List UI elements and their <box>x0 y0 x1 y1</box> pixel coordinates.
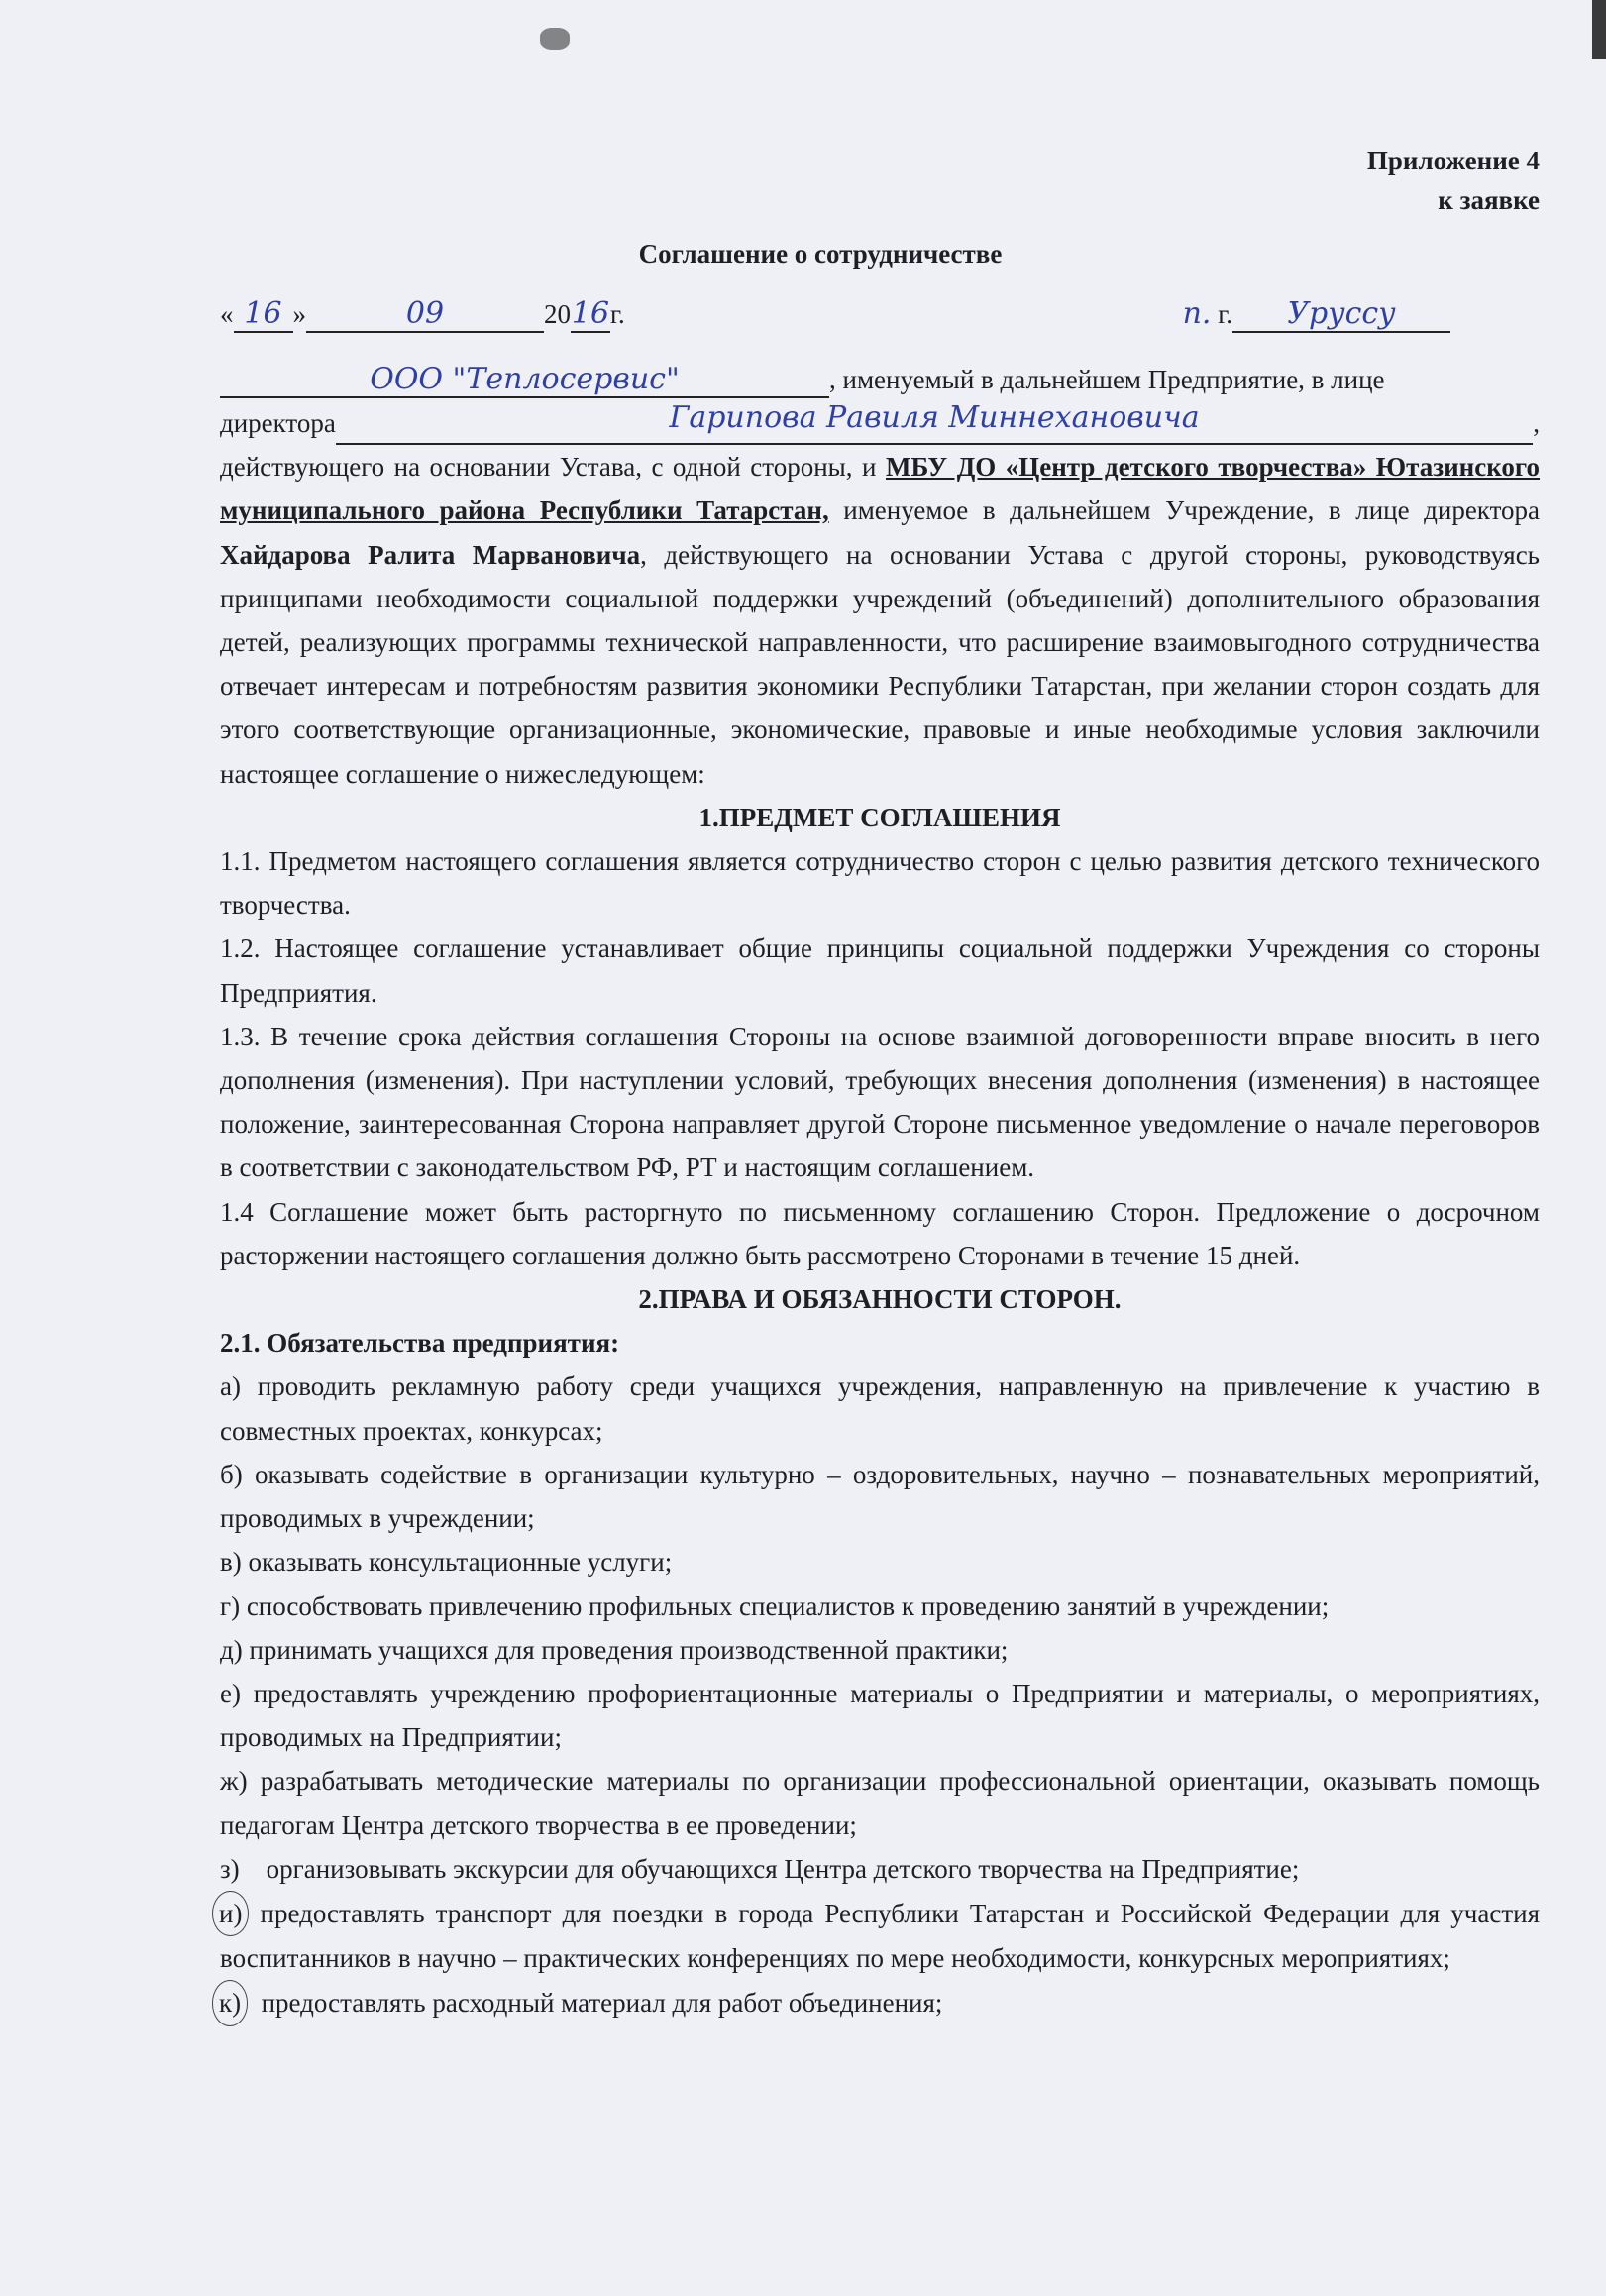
appendix-label: Приложение 4 <box>1366 146 1540 175</box>
document-page <box>220 139 1540 2026</box>
section1-heading: 1.ПРЕДМЕТ СОГЛАШЕНИЯ <box>698 802 1061 832</box>
obligation-item-circled: к) предоставлять расходный материал для работ объединения; <box>220 1980 1540 2025</box>
obligation-item: д) принимать учащихся для проведения производственной практики; <box>220 1634 1009 1665</box>
obligation-item: е) предоставлять учреждению профориентационные материалы о Предприятии и материалы, о мероприятиях, проводимых на Предприятии; <box>220 1678 1540 1753</box>
circled-letter: и) <box>212 1891 249 1936</box>
section2-heading: 2.ПРАВА И ОБЯЗАННОСТИ СТОРОН. <box>638 1284 1122 1315</box>
document-title: Соглашение о сотрудничестве <box>638 239 1003 270</box>
section2-subheading: 2.1. Обязательства предприятия: <box>220 1328 620 1359</box>
date-line <box>220 292 1540 336</box>
city-field: Уруссу <box>1232 297 1450 333</box>
preamble-paragraph: действующего на основании Устава, с одной стороны, и МБУ ДО «Центр детского творчества» Ютазинского муниципального района Республики Татарстан, именуемое в дальнейшем Учреждение, в лице директора Хайдарова Ралита Марвановича, действующего на основании Устава с другой стороны, руководствуясь принципами необходимости социальной поддержки учреждений (объединений) дополнительного образования детей, реализующих программы технической направленности, что расширение взаимовыгодного сотрудничества отвечает интересам и потребностям развития экономики Республики Татарстан, при желании сторон создать для этого соответствующие организационные, экономические, правовые и иные необходимые условия заключили настоящее соглашение о нижеследующем: <box>220 452 1541 789</box>
obligation-item: б) оказывать содействие в организации культурно – оздоровительных, научно – познавательных мероприятий, проводимых в учреждении; <box>220 1459 1540 1534</box>
scan-smudge <box>540 28 570 50</box>
section1-item: 1.3. В течение срока действия соглашения Стороны на основе взаимной договоренности вправе вносить в него дополнения (изменения). При наступлении условий, требующих внесения дополнения (изменения) в настоящее положение, заинтересованная Сторона направляет другой Стороне письменное уведомление о начале переговоров в соответствии с законодательством РФ, РТ и настоящим соглашением. <box>220 1021 1540 1183</box>
director-field: Гарипова Равиля Миннехановича <box>336 401 1533 445</box>
scan-edge <box>1592 0 1606 59</box>
obligation-item-circled: и) предоставлять транспорт для поездки в города Республики Татарстан и Российской Федерации для участия воспитанников в научно – практических конференциях по мере необходимости, конкурсных мероприятиях; <box>220 1891 1540 1980</box>
year-field: 16 <box>571 295 610 331</box>
obligation-item: з) организовывать экскурсии для обучающихся Центра детского творчества на Предприятие; <box>220 1853 1300 1884</box>
request-label: к заявке <box>1438 185 1540 216</box>
city: п. г. Уруссу <box>1183 292 1540 336</box>
institution-name: МБУ ДО «Центр детского творчества» Ютазинского муниципального района Республики Татарстан, <box>220 452 1541 526</box>
obligation-item: г) способствовать привлечению профильных специалистов к проведению занятий в учреждении; <box>220 1590 1330 1621</box>
enterprise-line: ООО "Теплосервис" , именуемый в дальнейшем Предприятие, в лице <box>220 358 1540 401</box>
day-field: 16 <box>234 297 293 333</box>
month-field: 09 <box>306 297 544 333</box>
circled-letter: к) <box>212 1980 248 2025</box>
date: « 16 » 09 2016г. <box>220 295 625 331</box>
director-line: директора Гарипова Равиля Миннехановича , <box>220 401 1540 445</box>
obligation-item: а) проводить рекламную работу среди учащихся учреждения, направленную на привлечение к участию в совместных проектах, конкурсах; <box>220 1371 1540 1446</box>
enterprise-field: ООО "Теплосервис" <box>220 363 829 398</box>
section1-item: 1.2. Настоящее соглашение устанавливает общие принципы социальной поддержки Учреждения со стороны Предприятия. <box>220 933 1540 1008</box>
section1-item: 1.1. Предметом настоящего соглашения является сотрудничество сторон с целью развития детского технического творчества. <box>220 846 1540 921</box>
obligation-item: ж) разрабатывать методические материалы по организации профессиональной ориентации, оказывать помощь педагогам Центра детского творчества в ее проведении; <box>220 1766 1540 1840</box>
obligation-item: в) оказывать консультационные услуги; <box>220 1547 673 1578</box>
head-name: Хайдарова Ралита Марвановича <box>220 539 641 570</box>
section1-item: 1.4 Соглашение может быть расторгнуто по письменному соглашению Сторон. Предложение о досрочном расторжении настоящего соглашения должно быть рассмотрено Сторонами в течение 15 дней. <box>220 1196 1540 1270</box>
